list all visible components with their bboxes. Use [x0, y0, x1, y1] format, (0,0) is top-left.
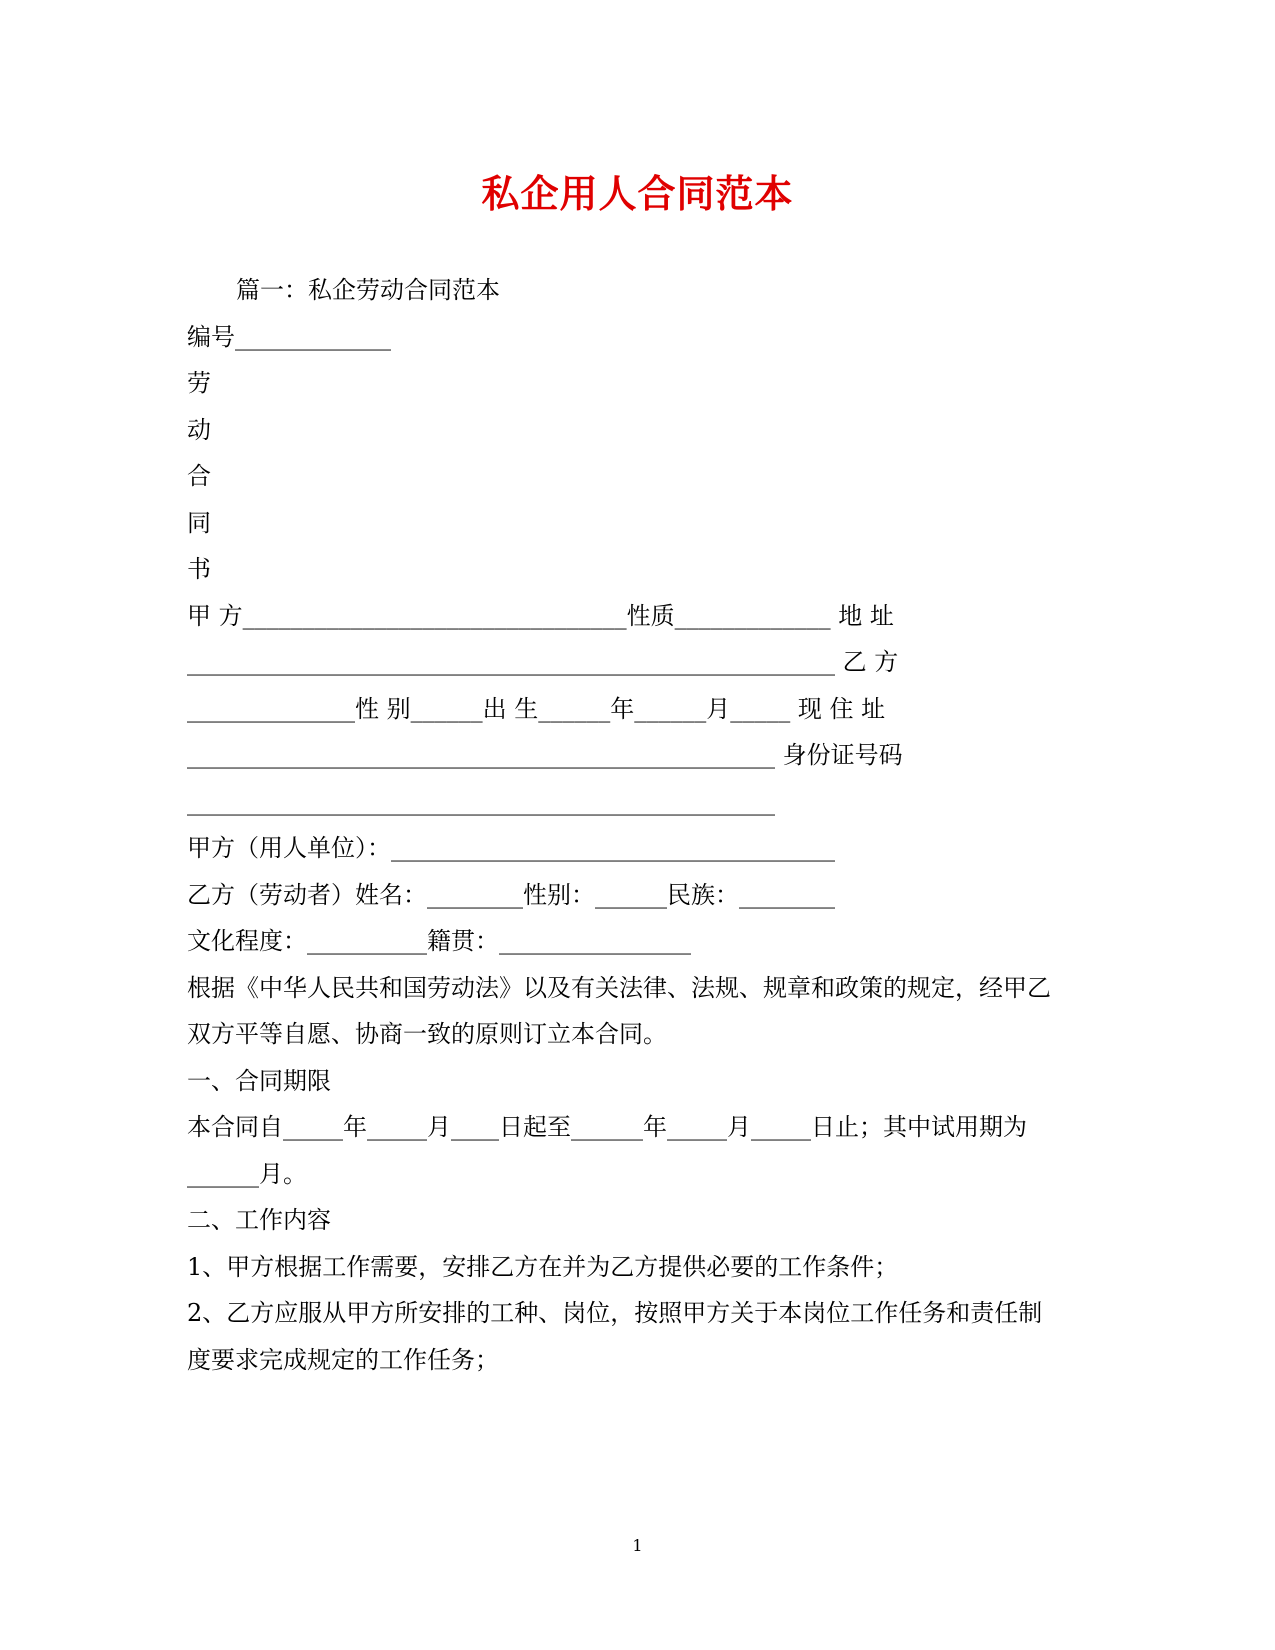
paragraph-line: 2、乙方应服从甲方所安排的工种、岗位，按照甲方关于本岗位工作任务和责任制 — [187, 1299, 1043, 1327]
document-title: 私企用人合同范本 — [481, 171, 794, 216]
section-heading: 篇一：私企劳动合同范本 — [236, 276, 500, 304]
paragraph-line: 双方平等自愿、协商一致的原则订立本合同。 — [187, 1020, 667, 1048]
vertical-title-char: 动 — [187, 416, 211, 444]
page-number: 1 — [632, 1536, 643, 1555]
paragraph-line: 1、甲方根据工作需要，安排乙方在并为乙方提供必要的工作条件； — [187, 1253, 899, 1281]
employer-line: 甲方（用人单位）：_____________________________________ — [187, 834, 835, 862]
contract-number-line: 编号_____________ — [187, 323, 391, 351]
paragraph-line: ______月。 — [187, 1160, 307, 1188]
section-heading: 一、合同期限 — [187, 1067, 331, 1095]
residence-line: _________________________________________________ 身份证号码 — [187, 741, 903, 769]
paragraph-line: 本合同自_____年_____月____日起至______年_____月_____日止；其中试用期为 — [187, 1113, 1027, 1141]
section-heading: 二、工作内容 — [187, 1206, 331, 1234]
vertical-title-char: 劳 — [187, 369, 211, 397]
id-number-line: _________________________________________________ — [187, 788, 775, 816]
paragraph-line: 根据《中华人民共和国劳动法》以及有关法律、法规、规章和政策的规定，经甲乙 — [187, 974, 1051, 1002]
party-a-line: 甲 方________________________________性质_____________ 地 址 — [187, 602, 894, 630]
paragraph-line: 度要求完成规定的工作任务； — [187, 1346, 499, 1374]
vertical-title-char: 书 — [187, 555, 211, 583]
party-b-info-line: ______________性 别______出 生______年______月_____ 现 住 址 — [187, 695, 886, 723]
education-line: 文化程度：__________籍贯：________________ — [187, 927, 691, 955]
employee-name-line: 乙方（劳动者）姓名：________性别：______民族：________ — [187, 881, 835, 909]
vertical-title-char: 同 — [187, 509, 211, 537]
address-line: ______________________________________________________ 乙 方 — [187, 648, 899, 676]
vertical-title-char: 合 — [187, 462, 211, 490]
